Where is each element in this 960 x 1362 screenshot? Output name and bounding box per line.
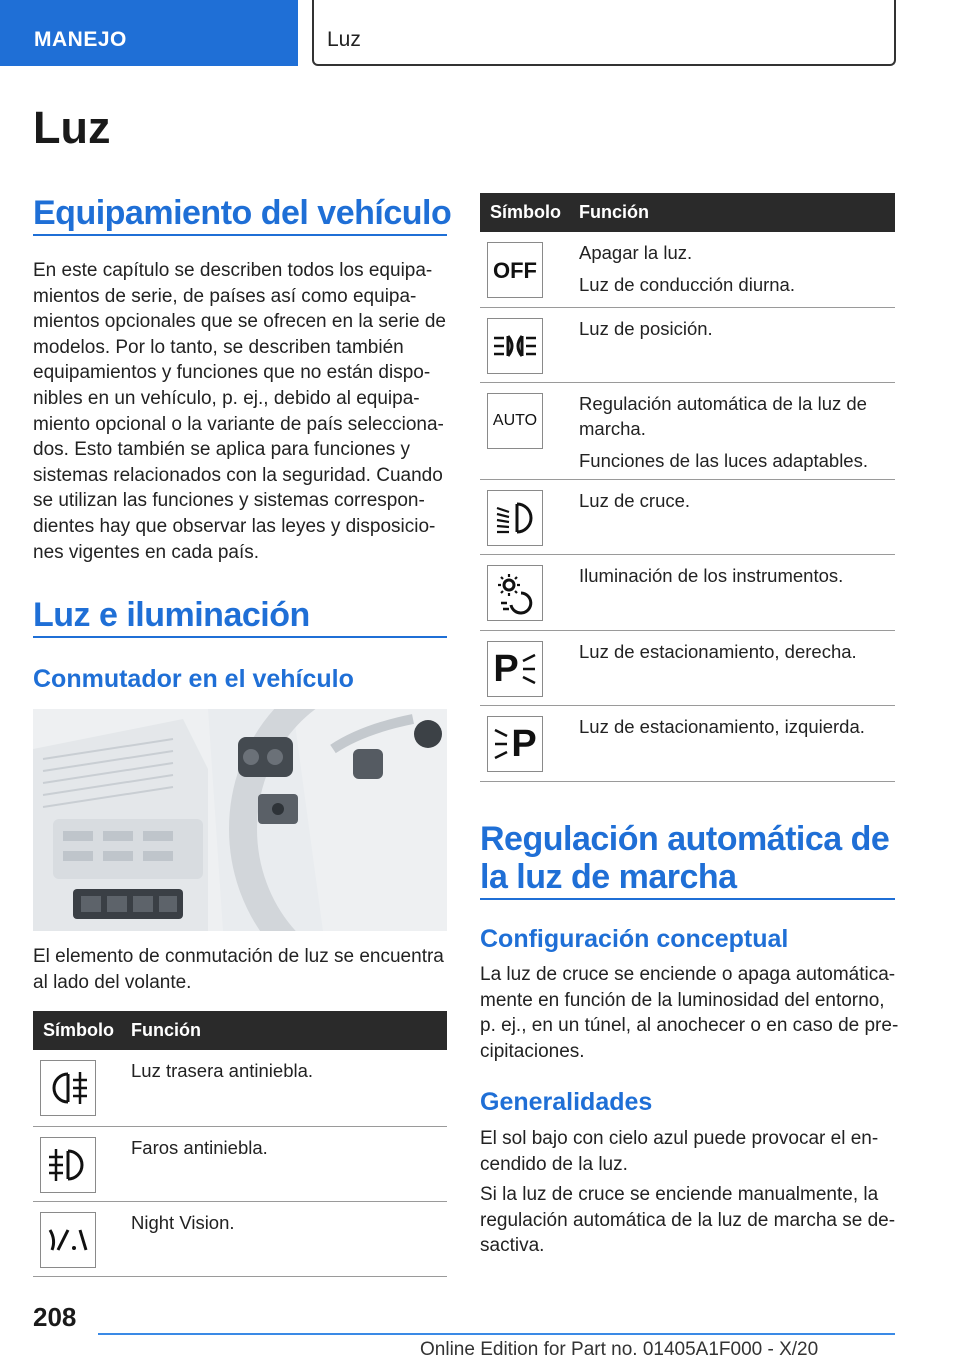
general-paragraph-2 [480,1182,900,1259]
text-line: equipamientos y funciones que no están dispo- [33,362,431,384]
parking-lights-icon [487,318,543,374]
text-line: se utilizan las funciones y sistemas correspon- [33,490,425,512]
heading-generalidades: Generalidades [480,1088,653,1116]
table-row [480,630,895,705]
function-text: Luz trasera antiniebla. [131,1060,314,1081]
text-line: mente en función de la luminosidad del entorno, [480,989,885,1011]
section-tab [0,0,298,66]
page-title: Luz [33,102,111,153]
table-row [33,1201,447,1276]
col-header-function: Función [569,193,895,232]
heading-rule [33,234,447,236]
intro-paragraph [33,258,453,565]
text-line: Si la luz de cruce se enciende manualmente, la [480,1184,879,1205]
function-text: Faros antiniebla. [131,1136,268,1158]
text-line: El elemento de conmutación de luz se encuentra [33,946,444,967]
light-switch-photo [33,709,447,931]
table-row [480,479,895,554]
function-text: Luz de cruce. [579,489,691,511]
heading-line: Regulación automática de [480,820,890,858]
general-paragraph-1 [480,1126,900,1177]
text-line: al lado del volante. [33,971,192,993]
text-line: sactiva. [480,1235,545,1257]
text-line: p. ej., en un túnel, al anochecer o en caso de pre- [480,1015,899,1037]
function-text: Luz de posición. [579,317,713,339]
off-icon: OFF [487,242,543,298]
text-line: mientos opcionales que se ofrecen en la serie de [33,311,446,333]
heading-luz-iluminacion: Luz e iluminación [33,596,310,634]
symbol-table-right [480,193,895,782]
heading-conmutador: Conmutador en el vehículo [33,665,354,693]
text-line: El sol bajo con cielo azul puede provocar el en- [480,1128,879,1149]
function-text: Luz de conducción diurna. [579,274,795,295]
text-line: dos. Esto también se aplica para funciones y [33,439,411,461]
text-line: nibles en un vehículo, p. ej., debido al equipa- [33,387,420,409]
function-text: Funciones de las luces adaptables. [579,449,868,471]
night-vision-icon [40,1212,96,1268]
function-text: Regulación automática de la luz de marcha. [579,392,867,439]
instrument-lighting-icon [487,565,543,621]
table-row [480,382,895,479]
text-line: dientes hay que observar las leyes y disposicio- [33,515,436,537]
text-line: mientos de serie, de países así como equipa- [33,285,417,307]
text-line: En este capítulo se describen todos los equipa- [33,260,433,281]
parking-light-left-icon: P [487,716,543,772]
parking-light-right-icon: P [487,641,543,697]
edition-text: Online Edition for Part no. 01405A1F000 - X/20 [420,1339,819,1360]
dashboard-illustration [33,709,447,931]
heading-equipamiento: Equipamiento del vehículo [33,194,452,232]
text-line: modelos. Por lo tanto, se describen también [33,336,404,358]
function-text: Luz de estacionamiento, derecha. [579,640,857,662]
function-text: Apagar la luz. [579,242,693,263]
text-line: La luz de cruce se enciende o apaga automática- [480,964,896,985]
heading-rule [480,898,895,900]
heading-line: la luz de marcha [480,858,737,896]
front-fog-light-icon [40,1137,96,1193]
rear-fog-light-icon [40,1060,96,1116]
table-row [480,232,895,307]
text-line: regulación automática de la luz de marcha se de- [480,1209,896,1231]
table-row [480,554,895,630]
chapter-tab [312,0,896,66]
text-line: sistemas relacionados con la seguridad. Cuando [33,464,443,486]
col-header-symbol: Símbolo [33,1011,121,1050]
text-line: cipitaciones. [480,1040,585,1062]
table-row [480,705,895,781]
text-line: miento opcional o la variante de país selecciona- [33,413,444,435]
footer-rule [98,1333,895,1335]
table-row [33,1050,447,1126]
text-line: cendido de la luz. [480,1153,628,1175]
table-row [33,1126,447,1201]
config-paragraph [480,962,900,1064]
heading-rule [33,636,447,638]
symbol-table-left [33,1011,447,1277]
text-line: nes vigentes en cada país. [33,541,260,563]
col-header-symbol: Símbolo [480,193,569,232]
heading-regulacion [480,820,900,896]
low-beam-icon [487,490,543,546]
heading-configuracion: Configuración conceptual [480,925,789,953]
table-row [480,307,895,382]
function-text: Iluminación de los instrumentos. [579,564,844,586]
page-number: 208 [33,1302,77,1332]
auto-icon: AUTO [487,393,543,449]
section-label: MANEJO [34,28,127,51]
switch-paragraph [33,944,453,995]
function-text: Night Vision. [131,1211,235,1233]
function-text: Luz de estacionamiento, izquierda. [579,715,865,737]
col-header-function: Función [121,1011,447,1050]
chapter-label: Luz [327,28,361,51]
